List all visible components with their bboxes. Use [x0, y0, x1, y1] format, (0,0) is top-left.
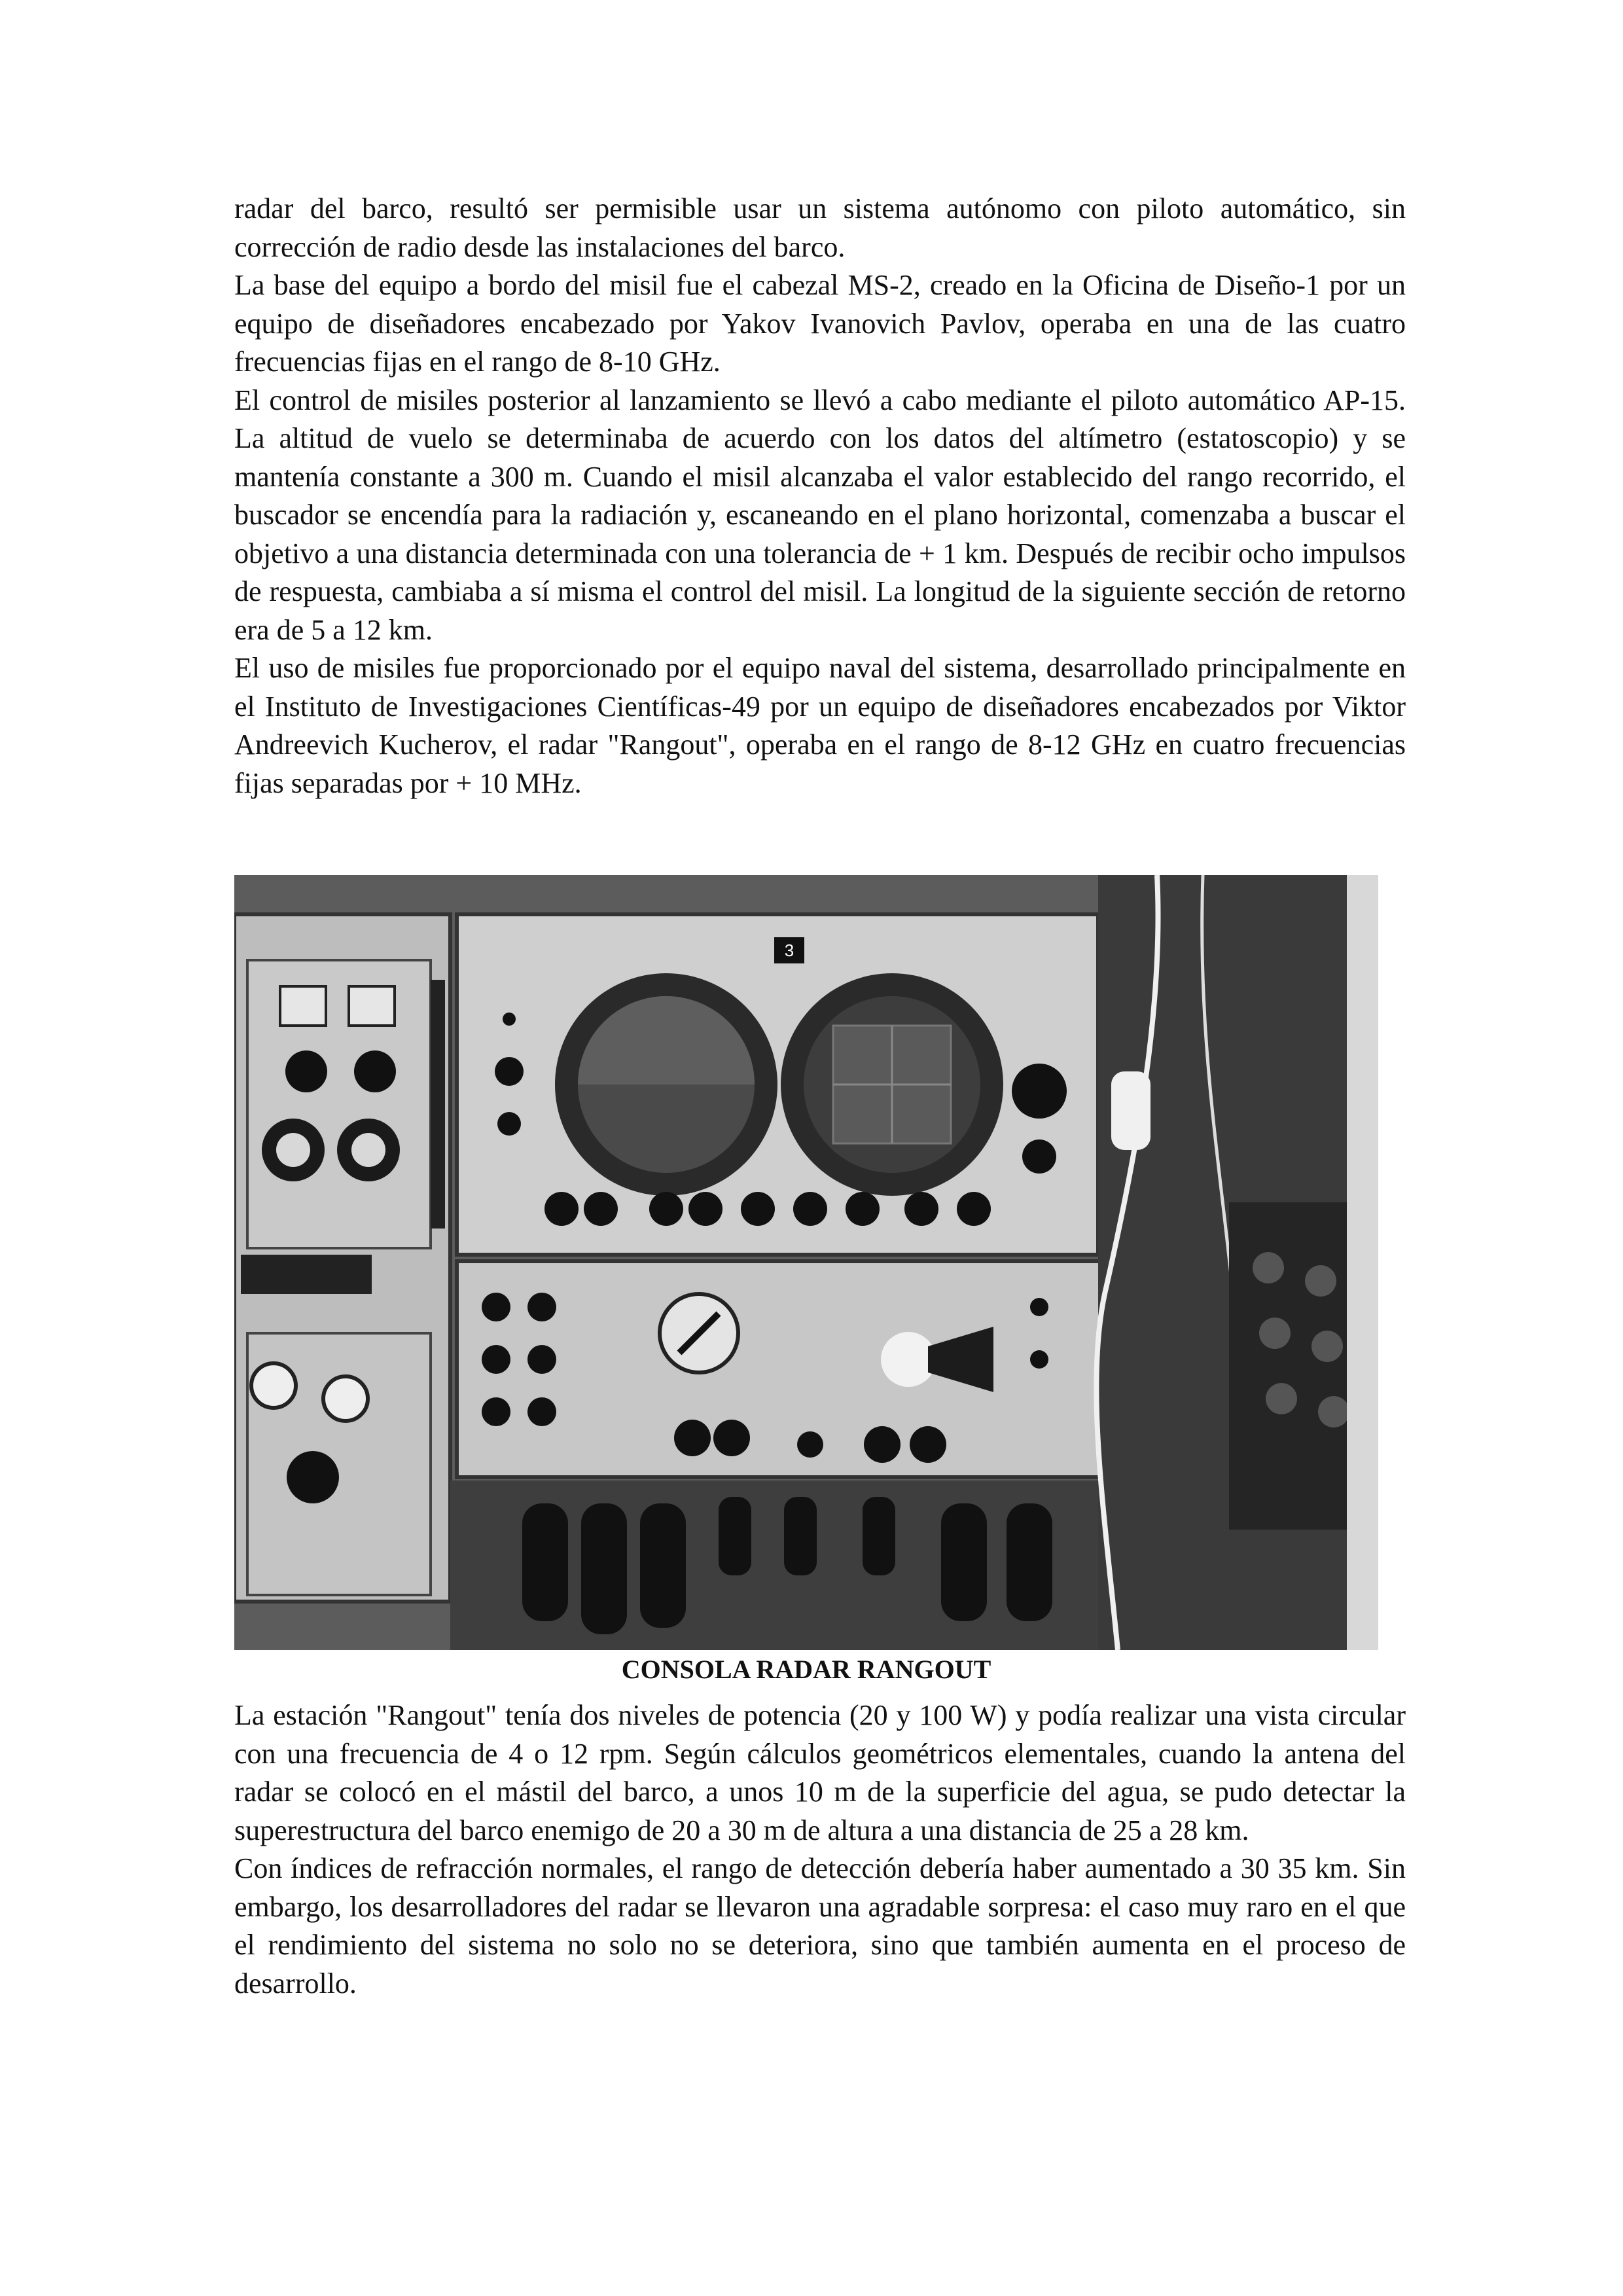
- radar-console-illustration: [234, 875, 1378, 1650]
- body-text-top: [234, 190, 1406, 802]
- paragraph: La estación "Rangout" tenía dos niveles de potencia (20 y 100 W) y podía realizar una vista circular con una frecuencia de 4 o 12 rpm. Según cálculos geométricos elementales, cuando la antena del radar se colocó en el mástil del barco, a unos 10 m de la superficie del agua, se pudo detectar la superestructura del barco enemigo de 20 a 30 m de altura a una distancia de 25 a 28 km.: [234, 1699, 1406, 1846]
- figure-caption: CONSOLA RADAR RANGOUT: [621, 1655, 991, 1684]
- panel-label: 3: [784, 941, 794, 960]
- body-text-bottom: [234, 1696, 1406, 2003]
- radar-console-photo: [234, 875, 1378, 1650]
- paragraph: radar del barco, resultó ser permisible usar un sistema autónomo con piloto automático, sin corrección de radio desde las instalaciones del barco.: [234, 192, 1406, 263]
- paragraph: El control de misiles posterior al lanzamiento se llevó a cabo mediante el piloto automático AP-15. La altitud de vuelo se determinaba de acuerdo con los datos del altímetro (estatoscopio) y se mantenía constante a 300 m. Cuando el misil alcanzaba el valor establecido del rango recorrido, el buscador se encendía para la radiación y, escaneando en el plano horizontal, comenzaba a buscar el objetivo a una distancia determinada con una tolerancia de + 1 km. Después de recibir ocho impulsos de respuesta, cambiaba a sí misma el control del misil. La longitud de la siguiente sección de retorno era de 5 a 12 km.: [234, 384, 1406, 646]
- paragraph: Con índices de refracción normales, el rango de detección debería haber aumentado a 30 35 km. Sin embargo, los desarrolladores del radar se llevaron una agradable sorpresa: el caso muy raro en el que el rendimiento del sistema no solo no se deteriora, sino que también aumenta en el proceso de desarrollo.: [234, 1852, 1406, 2000]
- paragraph: La base del equipo a bordo del misil fue el cabezal MS-2, creado en la Oficina de Diseño-1 por un equipo de diseñadores encabezado por Yakov Ivanovich Pavlov, operaba en una de las cuatro frecuencias fijas en el rango de 8-10 GHz.: [234, 269, 1406, 378]
- paragraph: El uso de misiles fue proporcionado por el equipo naval del sistema, desarrollado principalmente en el Instituto de Investigaciones Científicas-49 por un equipo de diseñadores encabezados por Viktor Andreevich Kucherov, el radar "Rangout", operaba en el rango de 8-12 GHz en cuatro frecuencias fijas separadas por + 10 MHz.: [234, 652, 1406, 799]
